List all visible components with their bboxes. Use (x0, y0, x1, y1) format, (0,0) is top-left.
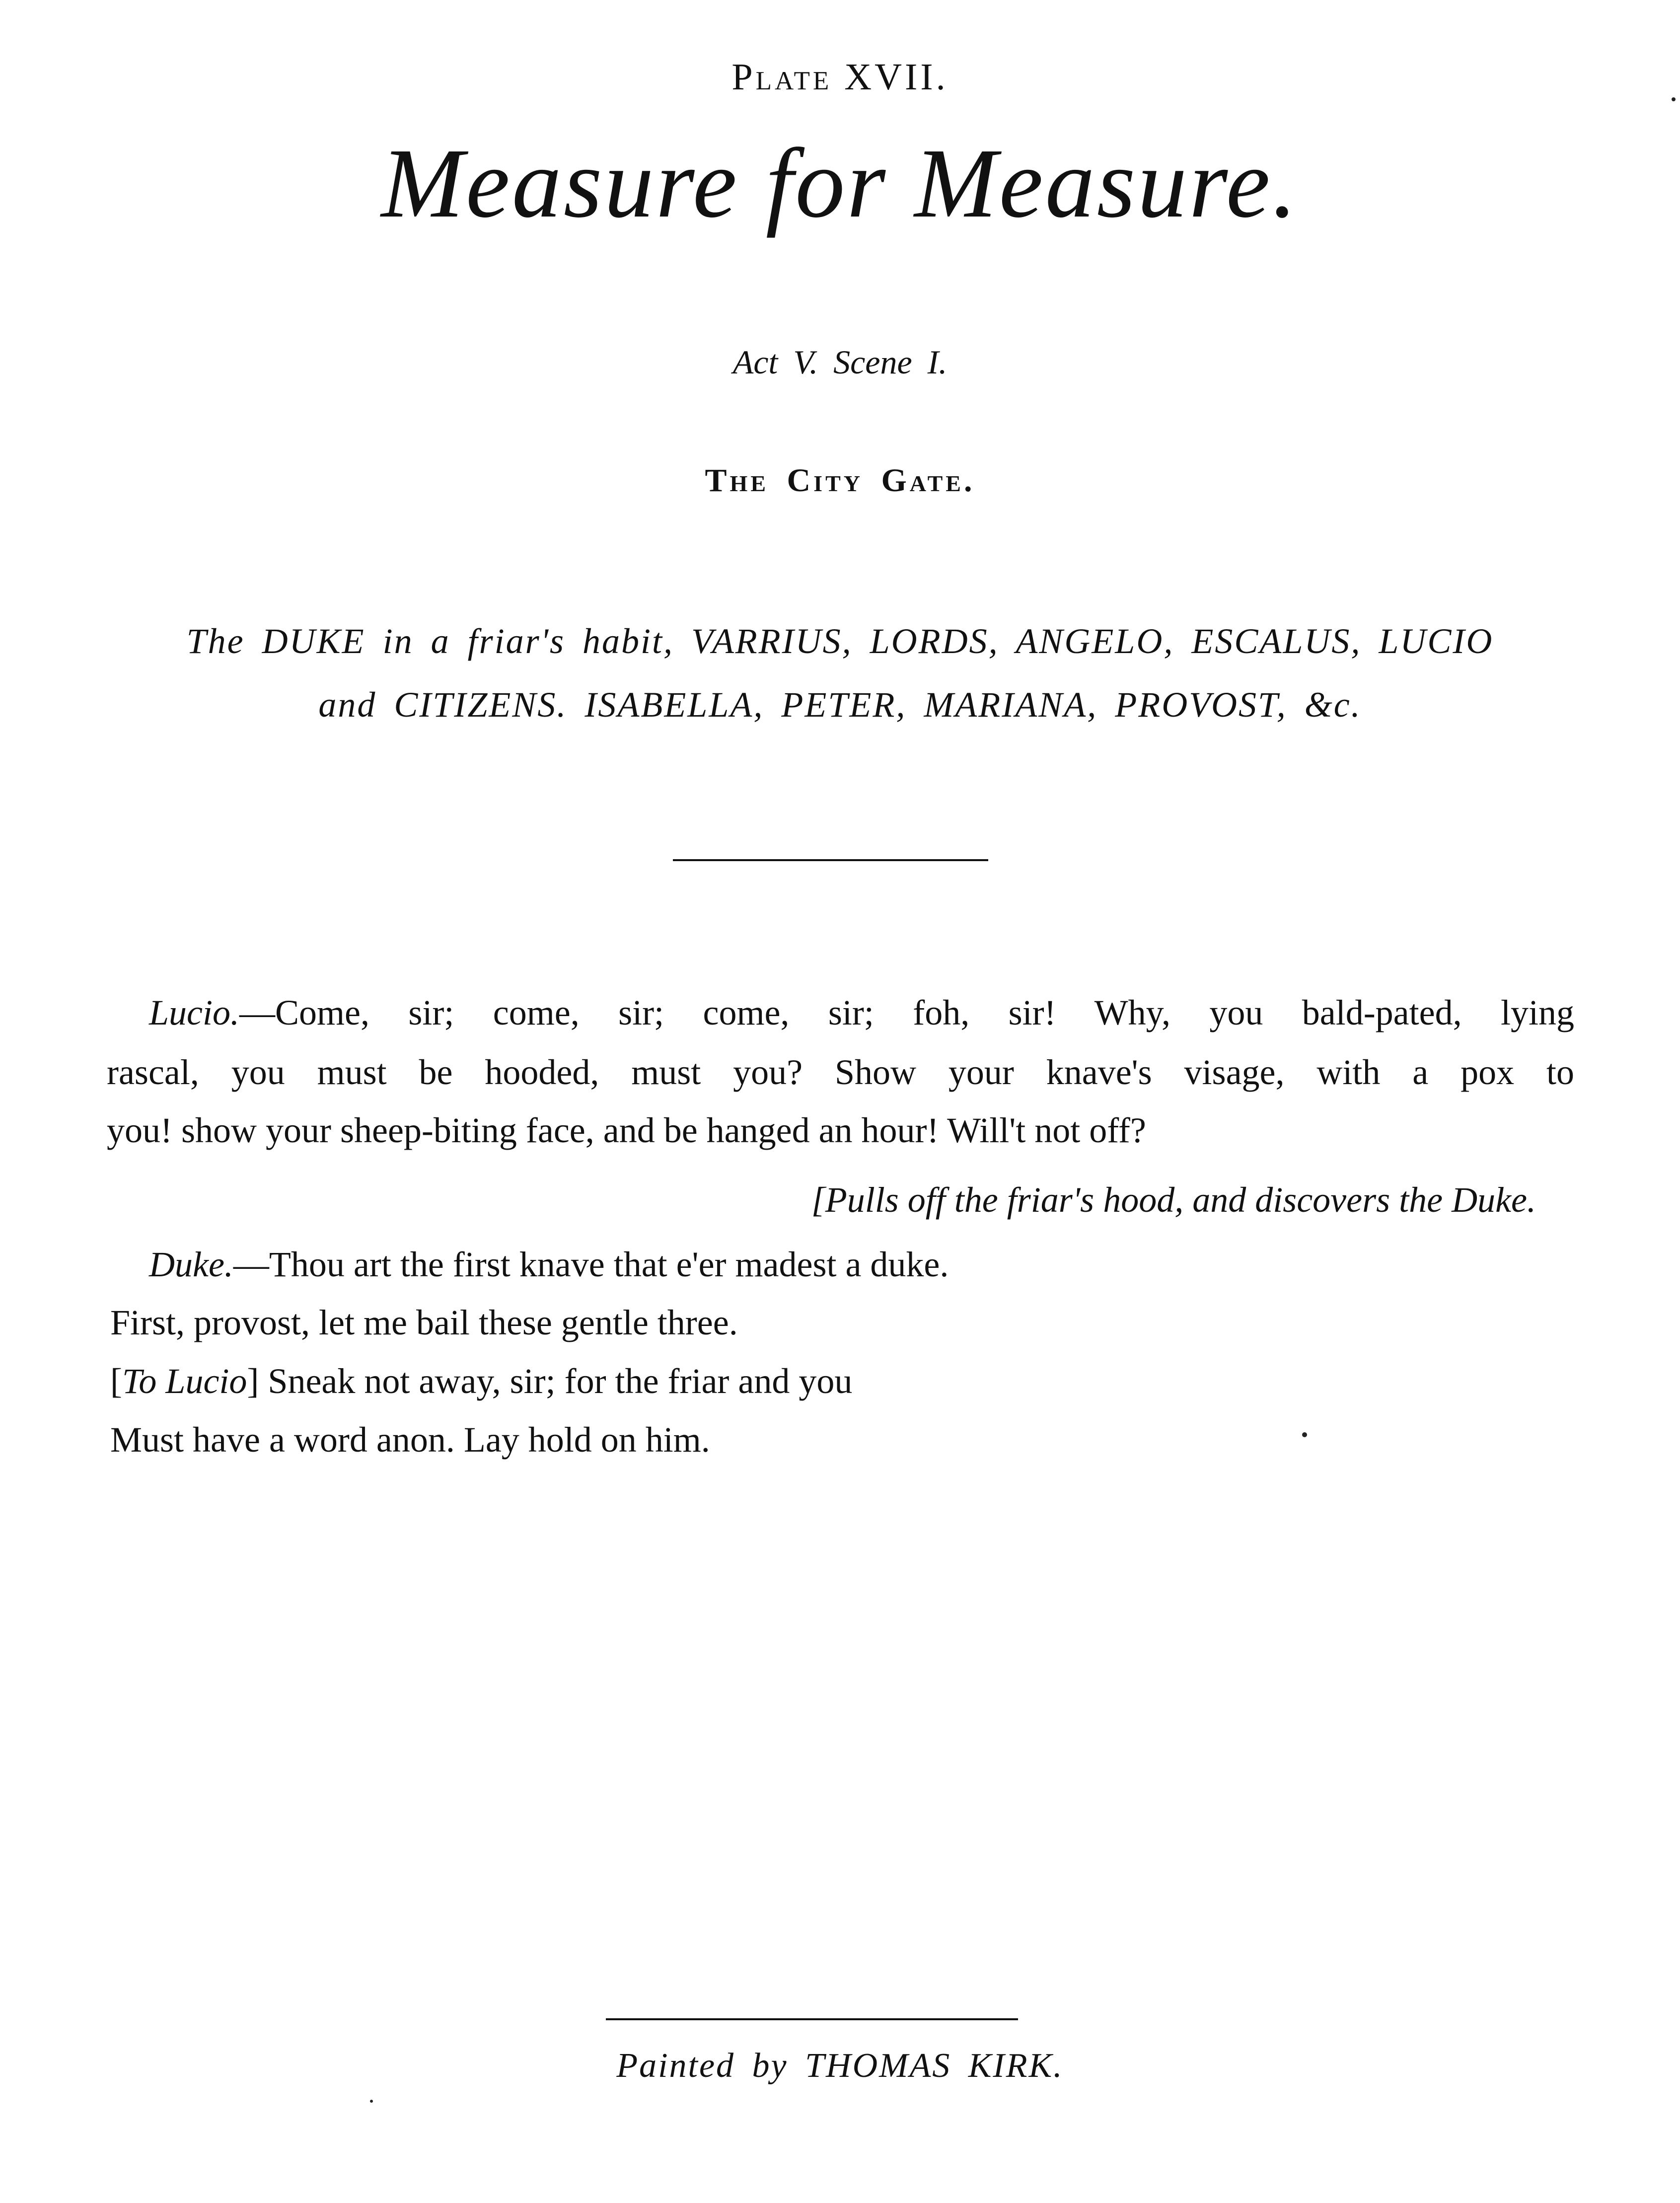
duke-speech-line-1 (149, 1244, 949, 1285)
divider-rule (673, 859, 988, 861)
cast-line-1: The DUKE in a friar's habit, VARRIUS, LORDS, ANGELO, ESCALUS, LUCIO (186, 621, 1494, 661)
duke-speech-line-4: Must have a word anon. Lay hold on him. (110, 1420, 710, 1460)
ink-speck (1672, 97, 1676, 101)
duke-speech-line-2: First, provost, let me bail these gentle three. (110, 1303, 738, 1342)
lucio-speech-line-3: you! show your sheep-biting face, and be hanged an hour! Will't not off? (107, 1110, 1146, 1150)
lucio-line-1-text: —Come, sir; come, sir; come, sir; foh, sir! Why, you bald-pated, lying (239, 993, 1574, 1032)
act-scene: Act V. Scene I. (732, 343, 948, 381)
cast-line-2: and CITIZENS. ISABELLA, PETER, MARIANA, PROVOST, &c. (318, 685, 1362, 725)
footer-rule (606, 2018, 1018, 2020)
aside-close-bracket: ] (247, 1361, 259, 1401)
play-title: Measure for Measure. (381, 129, 1299, 238)
lucio-speech-line-2: rascal, you must be hooded, must you? Show your knave's visage, with a pox to (107, 1052, 1574, 1092)
duke-line-3-text: Sneak not away, sir; for the friar and you (259, 1361, 853, 1401)
aside-open-bracket: [ (110, 1361, 122, 1401)
duke-line-1-text: —Thou art the first knave that e'er madest a duke. (233, 1245, 949, 1284)
painter-credit: Painted by THOMAS KIRK. (616, 2047, 1064, 2085)
ink-speck (1302, 1432, 1307, 1437)
plate-word: Plate (731, 56, 832, 98)
aside-to-lucio: To Lucio (122, 1361, 247, 1401)
duke-speech-line-3 (110, 1361, 852, 1402)
speaker-lucio: Lucio. (149, 993, 240, 1032)
ink-speck (370, 2100, 373, 2103)
plate-heading (0, 56, 1680, 99)
scene-setting: The City Gate. (705, 462, 975, 499)
lucio-speech-line-1 (107, 992, 1574, 1033)
speaker-duke: Duke. (149, 1245, 233, 1284)
stage-direction: [Pulls off the friar's hood, and discovers the Duke. (811, 1180, 1536, 1220)
plate-number: XVII. (844, 56, 949, 98)
